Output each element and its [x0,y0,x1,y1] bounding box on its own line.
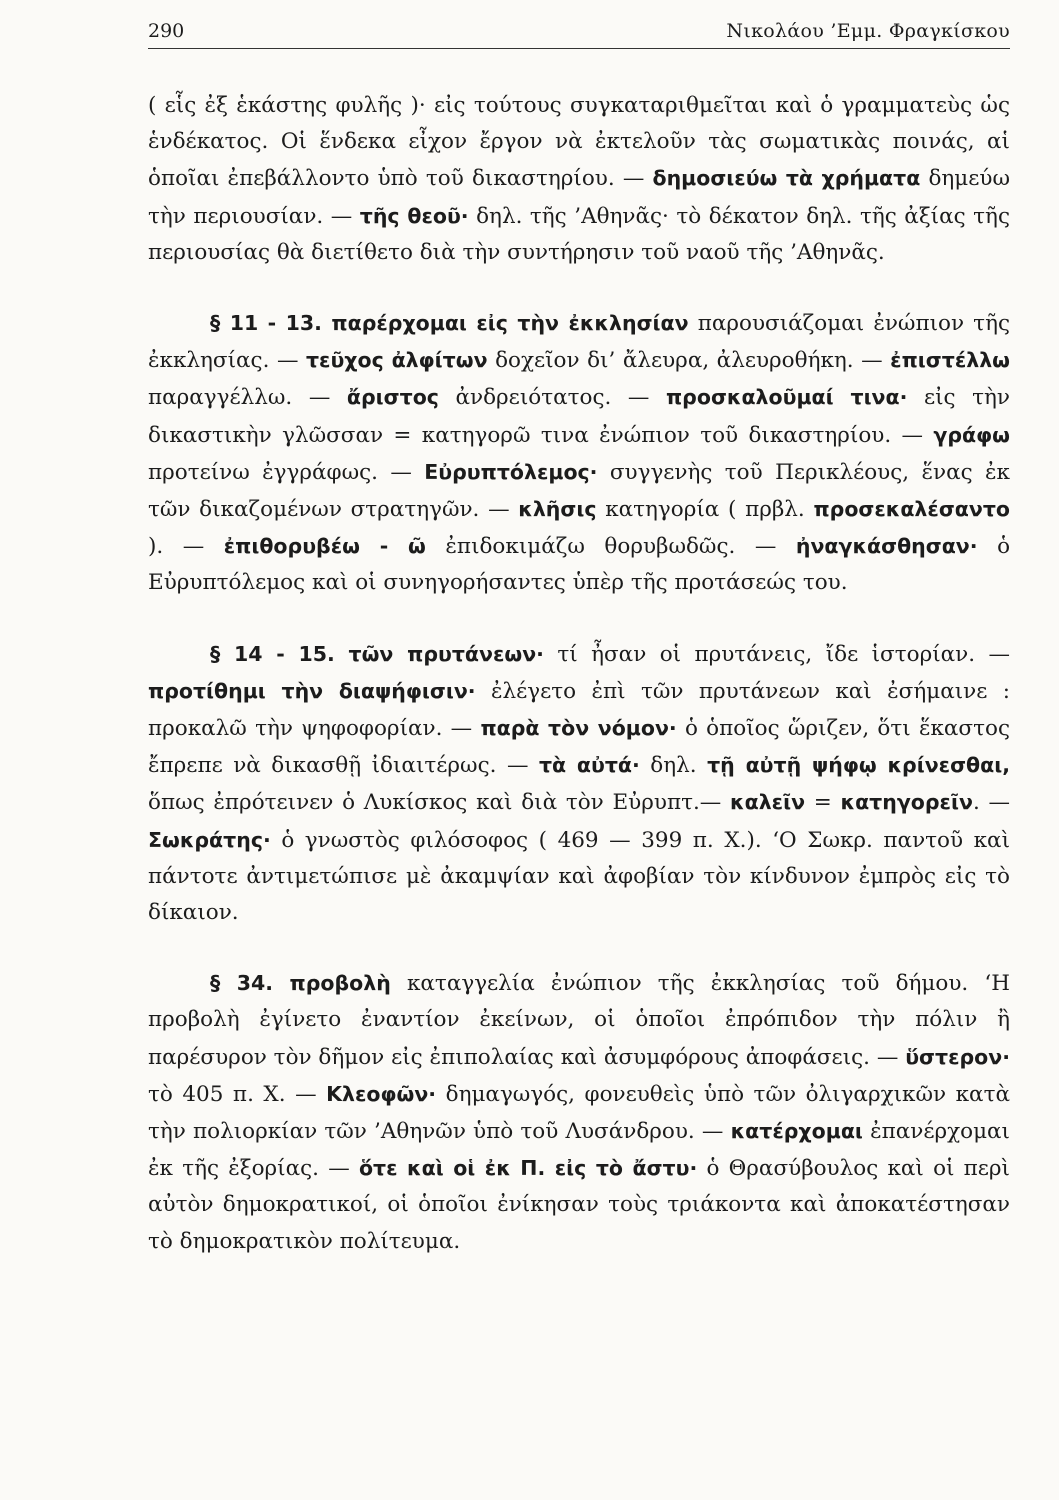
gloss-text: εἰς τὴν δικαστικὴν γλῶσσαν = κατηγορῶ τινα ἐνώπιον τοῦ δικαστηρίου. — [148,385,1011,448]
gloss-text: κατηγορία ( πρβλ. [596,497,814,523]
commentary-paragraph [148,965,1010,1260]
gloss-text: δηλ. τῆς ’Αθηνᾶς· τὸ δέκατον δηλ. τῆς ἀξίας τῆς περιουσίας θὰ διετίθετο διὰ τὴν συντήρησιν τοῦ ναοῦ τῆς ’Αθηνᾶς. [148,203,1010,265]
gloss-text: δημεύω τὴν περιουσίαν. — [148,166,1011,229]
gloss-text: ( εἷς ἐξ ἑκάστης φυλῆς )· εἰς τούτους συγκαταριθμεῖται καὶ ὁ γραμματεὺς ὡς ἑνδέκατος. Οἱ ἕνδεκα εἶχον ἔργον νὰ ἐκτελοῦν τὰς σωματικὰς ποινάς, αἱ ὁποῖαι ἐπεβάλλοντο ὑπὸ τοῦ δικαστηρίου. — [148,93,1010,192]
commentary-paragraph [148,636,1010,932]
lemma-term: Κλεοφῶν· [326,1081,437,1106]
lemma-term: § 11 - 13. παρέρχομαι εἰς τὴν ἐκκλησίαν [210,311,689,336]
gloss-text: καταγγελία ἐνώπιον τῆς ἐκκλησίας τοῦ δήμου. ‘Η προβολὴ ἐγίνετο ἐναντίον ἐκείνων, οἱ ὁποῖοι ἐπρόπιδον τὴν πόλιν ἢ παρέσυρον τὸν δῆμον εἰς ἐπιπολαίας καὶ ἀσυμφόρους ἀποφάσεις. — [148,971,1010,1070]
lemma-term: τεῦχος ἀλφίτων [305,348,488,373]
lemma-term: προσεκαλέσαντο [813,497,1010,522]
lemma-term: κλῆσις [518,497,597,522]
gloss-text: δημαγωγός, φονευθεὶς ὑπὸ τῶν ὀλιγαρχικῶν κατὰ τὴν πολιορκίαν τῶν ’Αθηνῶν ὑπὸ τοῦ Λυσάνδρου. — [148,1081,1010,1145]
gloss-text: τὸ 405 π. Χ. — [148,1081,327,1107]
lemma-term: γράφω [933,422,1010,447]
lemma-term: παρὰ τὸν νόμον· [480,716,677,741]
gloss-text: συγγενὴς τοῦ Περικλέους, ἕνας ἐκ τῶν δικαζομένων στρατηγῶν. — [148,459,1010,523]
gloss-text: . — [972,790,1011,816]
gloss-text: δηλ. [639,753,708,779]
lemma-term: προσκαλοῦμαί τινα· [665,385,908,410]
gloss-text: ἐλέγετο ἐπὶ τῶν πρυτάνεων καὶ ἐσήμαινε : προκαλῶ τὴν ψηφοφορίαν. — [148,678,1010,742]
book-page [148,0,1010,1500]
lemma-term: Εὐρυπτόλεμος· [424,459,598,484]
lemma-term: § 34. προβολὴ [210,971,391,996]
commentary-paragraph [148,88,1010,271]
lemma-term: τῆς θεοῦ· [359,203,469,228]
lemma-term: § 14 - 15. τῶν πρυτάνεων· [210,641,544,666]
gloss-text: ἀνδρειότατος. — [438,385,666,411]
lemma-term: κατέρχομαι [730,1119,863,1144]
page-number: 290 [148,20,185,42]
gloss-text: ὁ Εὐρυπτόλεμος καὶ οἱ συνηγορήσαντες ὑπὲρ τῆς προτάσεώς του. [148,534,1011,596]
lemma-term: Σωκράτης· [148,827,271,852]
gloss-text: προτείνω ἐγγράφως. — [148,459,425,485]
lemma-term: δημοσιεύω τὰ χρήματα [652,166,921,191]
gloss-text: παραγγέλλω. — [148,385,347,411]
lemma-term: ἄριστος [346,385,439,410]
lemma-term: ὕστερον· [905,1044,1010,1069]
gloss-text: ὁ Θρασύβουλος καὶ οἱ περὶ αὐτὸν δημοκρατικοί, οἱ ὁποῖοι ἐνίκησαν τοὺς τριάκοντα καὶ ἀποκατέστησαν τὸ δημοκρατικὸν πολίτευμα. [148,1156,1010,1254]
lemma-term: προτίθημι τὴν διαψήφισιν· [148,678,476,703]
gloss-text: παρουσιάζομαι ἐνώπιον τῆς ἐκκλησίας. — [148,311,1010,374]
running-head: Νικολάου ’Εμμ. Φραγκίσκου [726,20,1010,42]
gloss-text: ὁ γνωστὸς φιλόσοφος ( 469 — 399 π. Χ.). ‘Ο Σωκρ. παντοῦ καὶ πάντοτε ἀντιμετώπισε μὲ ἀκαμψίαν καὶ ἀφοβίαν τὸν κίνδυνον ἐμπρὸς εἰς τὸ δίκαιον. [148,827,1010,926]
lemma-term: τῇ αὐτῇ ψήφῳ κρίνεσθαι, [707,753,1011,778]
lemma-term: ὅτε καὶ οἱ ἐκ Π. εἰς τὸ ἄστυ· [358,1156,698,1181]
lemma-term: τὰ αὐτά· [538,753,640,778]
lemma-term: κατηγορεῖν [840,790,973,815]
gloss-text: τί ἦσαν οἱ πρυτάνεις, ἴδε ἱστορίαν. — [543,641,1010,667]
gloss-text: = [805,790,841,816]
lemma-term: ἠναγκάσθησαν· [795,534,978,559]
commentary-paragraph [148,305,1010,602]
gloss-text: ). — [148,534,224,560]
gloss-text: δοχεῖον δι’ ἄλευρα, ἀλευροθήκη. — [487,348,891,374]
gloss-text: ἐπανέρχομαι ἐκ τῆς ἐξορίας. — [148,1119,1010,1182]
lemma-term: καλεῖν [730,790,806,815]
commentary-body [148,88,1010,1260]
page-header [148,14,1010,49]
gloss-text: ὅπως ἐπρότεινεν ὁ Λυκίσκος καὶ διὰ τὸν Εὐρυπτ.— [148,790,731,816]
lemma-term: ἐπιστέλλω [890,348,1010,373]
gloss-text: ὁ ὁποῖος ὥριζεν, ὅτι ἕκαστος ἔπρεπε νὰ δικασθῇ ἰδιαιτέρως. — [148,716,1010,779]
lemma-term: ἐπιθορυβέω - ῶ [223,534,426,559]
gloss-text: ἐπιδοκιμάζω θορυβωδῶς. — [425,534,796,560]
